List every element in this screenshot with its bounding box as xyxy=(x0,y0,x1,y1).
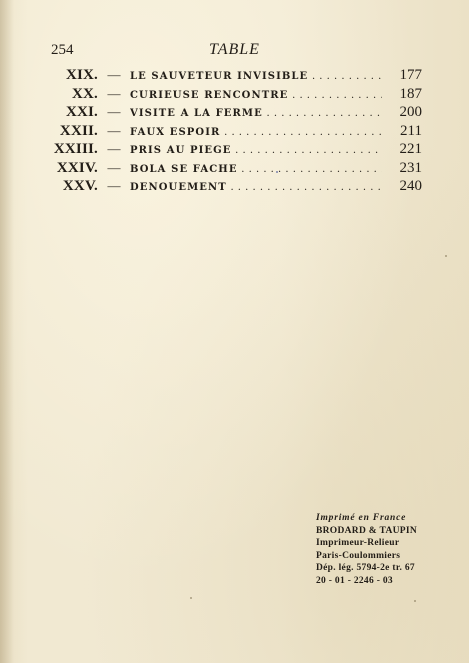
chapter-number: XX. xyxy=(71,85,98,102)
chapter-title: LE SAUVETEUR INVISIBLE . . . xyxy=(130,71,382,82)
entry-dash: — xyxy=(107,122,121,138)
paper-speck xyxy=(445,255,447,257)
toc-entry xyxy=(52,123,422,142)
chapter-number: XXIII. xyxy=(53,141,98,157)
printer-name: BRODARD & TAUPIN xyxy=(316,525,418,536)
toc-entry xyxy=(52,67,422,86)
chapter-title: BOLA SE FACHE . . . xyxy=(130,164,382,175)
entry-dash: — xyxy=(107,67,121,82)
entry-dash: — xyxy=(107,104,121,119)
chapter-page: 231 xyxy=(399,159,422,176)
page-number: 254 xyxy=(51,42,74,58)
chapter-page: 187 xyxy=(399,85,422,102)
chapter-number: XIX. xyxy=(65,67,98,83)
spine-shadow xyxy=(0,0,14,663)
chapter-number: XXIV. xyxy=(56,159,98,176)
entry-dash: — xyxy=(107,159,121,175)
entry-dash: — xyxy=(107,141,121,156)
chapter-title: CURIEUSE RENCONTRE . . . xyxy=(130,90,382,101)
print-code: 20 - 01 - 2246 - 03 xyxy=(316,575,393,586)
printer-role: Imprimeur-Relieur xyxy=(316,538,400,549)
ink-speck xyxy=(276,171,278,173)
chapter-title: VISITE A LA FERME . . . xyxy=(130,108,382,119)
entry-dash: — xyxy=(107,178,121,193)
chapter-number: XXI. xyxy=(65,104,98,120)
printer-colophon xyxy=(316,512,446,588)
chapter-title: DÉNOUEMENT . . . xyxy=(130,182,382,193)
chapter-page: 200 xyxy=(399,104,422,120)
printed-in-line: Imprimé en France xyxy=(316,513,407,523)
toc-entry xyxy=(52,141,422,160)
toc-entry xyxy=(52,178,422,197)
chapter-page: 211 xyxy=(400,122,422,139)
chapter-page: 221 xyxy=(399,141,422,157)
running-head: TABLE xyxy=(209,41,260,58)
entry-dash: — xyxy=(107,85,121,101)
toc-entry xyxy=(52,160,422,179)
paper-speck xyxy=(414,600,416,602)
printer-location: Paris-Coulommiers xyxy=(316,550,401,561)
toc-entry xyxy=(52,86,422,105)
paper-speck xyxy=(190,597,192,599)
legal-deposit: Dép. lég. 5794-2e tr. 67 xyxy=(316,563,415,574)
chapter-page: 240 xyxy=(399,178,422,194)
chapter-number: XXII. xyxy=(59,122,98,139)
chapter-page: 177 xyxy=(399,67,422,83)
chapter-title: FAUX ESPOIR . . . xyxy=(130,127,382,138)
table-of-contents xyxy=(52,67,422,197)
chapter-title: PRIS AU PIÈGE . . . xyxy=(130,145,382,156)
toc-entry xyxy=(52,104,422,123)
chapter-number: XXV. xyxy=(62,178,98,194)
